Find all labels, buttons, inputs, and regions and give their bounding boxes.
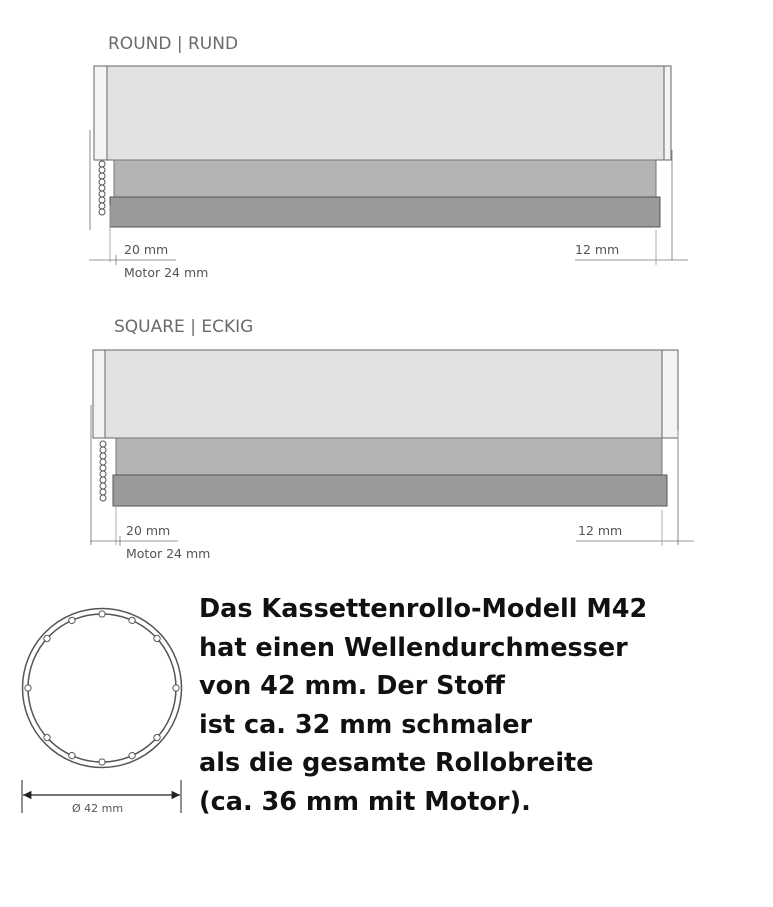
description-line: ist ca. 32 mm schmaler [199, 709, 533, 740]
round-diagram [89, 34, 688, 280]
square-fabric [116, 438, 662, 475]
round-cassette [107, 66, 665, 160]
square-diagram [90, 317, 694, 561]
round-dim-motor: Motor 24 mm [124, 265, 209, 280]
description-line: (ca. 36 mm mit Motor). [199, 786, 531, 817]
round-title: ROUND | RUND [108, 34, 239, 54]
description-line: von 42 mm. Der Stoff [199, 671, 505, 701]
round-bottom-rail [110, 197, 660, 227]
round-dim-left: 20 mm [124, 242, 169, 257]
round-left-end-cap [94, 66, 108, 160]
square-dim-left: 20 mm [126, 523, 171, 538]
square-cassette [105, 350, 663, 438]
round-right-end-cap [664, 66, 671, 160]
round-chain-icon [99, 161, 105, 215]
square-dim-motor: Motor 24 mm [126, 546, 211, 561]
round-dim-right: 12 mm [575, 242, 620, 257]
tube-diameter-label: Ø 42 mm [72, 802, 124, 815]
round-fabric [114, 160, 656, 197]
tube-inner-ring [28, 614, 176, 762]
square-right-end-cap [662, 350, 678, 438]
square-left-end-cap [93, 350, 106, 438]
square-title: SQUARE | ECKIG [114, 317, 254, 337]
description-line: hat einen Wellendurchmesser [199, 632, 628, 663]
description-text [199, 590, 759, 821]
square-dim-right: 12 mm [578, 523, 623, 538]
description-line: Das Kassettenrollo-Modell M42 [199, 594, 648, 624]
tube-cross-section [22, 609, 182, 816]
square-bottom-rail [113, 475, 667, 506]
square-chain-icon [100, 441, 106, 501]
description-line: als die gesamte Rollobreite [199, 748, 594, 778]
